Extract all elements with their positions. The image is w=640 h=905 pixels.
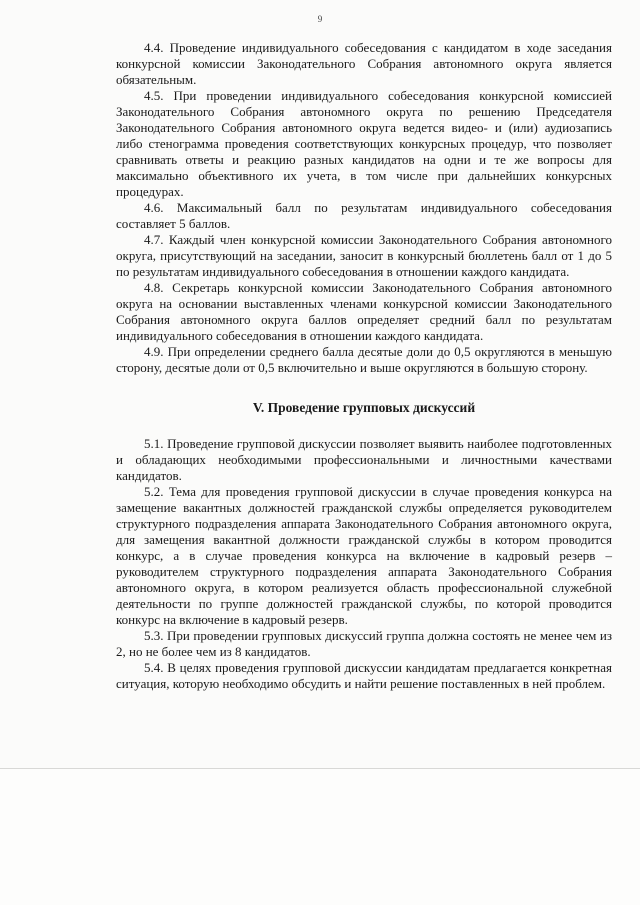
paragraph-5-1: 5.1. Проведение групповой дискуссии позволяет выявить наиболее подготовленных и обладающих необходимыми профессиональными и личностными качествами кандидатов. [116, 436, 612, 483]
paragraph-4-6: 4.6. Максимальный балл по результатам индивидуального собеседования составляет 5 баллов. [116, 200, 612, 231]
paragraph-5-3: 5.3. При проведении групповых дискуссий группа должна состоять не менее чем из 2, но не более чем из 8 кандидатов. [116, 628, 612, 659]
paragraph-4-9: 4.9. При определении среднего балла десятые доли до 0,5 округляются в меньшую сторону, десятые доли от 0,5 включительно и выше округляются в большую сторону. [116, 344, 612, 375]
document-body [116, 40, 612, 692]
page-number: 9 [317, 14, 323, 24]
section-heading: V. Проведение групповых дискуссий [252, 400, 476, 415]
paragraph-4-4: 4.4. Проведение индивидуального собеседования с кандидатом в ходе заседания конкурсной комиссии Законодательного Собрания автономного округа является обязательным. [116, 40, 612, 87]
paragraph-4-7: 4.7. Каждый член конкурсной комиссии Законодательного Собрания автономного округа, присутствующий на заседании, заносит в конкурсный бюллетень балл от 1 до 5 по результатам индивидуального собеседования в отношении каждого кандидата. [116, 232, 612, 279]
paragraph-5-2: 5.2. Тема для проведения групповой дискуссии в случае проведения конкурса на замещение вакантных должностей гражданской службы определяется руководителем структурного подразделения аппарата Законодательного Собрания автономного округа, для замещения вакантной должности гражданской службы в котором проводится конкурс, а в случае проведения конкурса на включение в кадровый резерв – руководителем структурного подразделения аппарата Законодательного Собрания автономного округа, в котором реализуется область профессиональной служебной деятельности по группе должностей гражданской службы, по которой проводится конкурс на включение в кадровый резерв. [116, 484, 612, 627]
paragraph-4-5: 4.5. При проведении индивидуального собеседования конкурсной комиссией Законодательного Собрания автономного округа по решению Председателя Законодательного Собрания автономного округа ведется видео- и (или) аудиозапись либо стенограмма проведения соответствующих конкурсных процедур, что позволяет сравнивать ответы и реакцию разных кандидатов на одни и те же вопросы для максимально объективного их учета, в том числе при дальнейших конкурсных процедурах. [116, 88, 612, 199]
paragraph-4-8: 4.8. Секретарь конкурсной комиссии Законодательного Собрания автономного округа на основании выставленных членами конкурсной комиссии Законодательного Собрания автономного округа баллов определяет средний балл по результатам индивидуального собеседования в отношении каждого кандидата. [116, 280, 612, 343]
paragraph-5-4: 5.4. В целях проведения групповой дискуссии кандидатам предлагается конкретная ситуация, которую необходимо обсудить и найти решение поставленных в ней проблем. [116, 660, 612, 691]
